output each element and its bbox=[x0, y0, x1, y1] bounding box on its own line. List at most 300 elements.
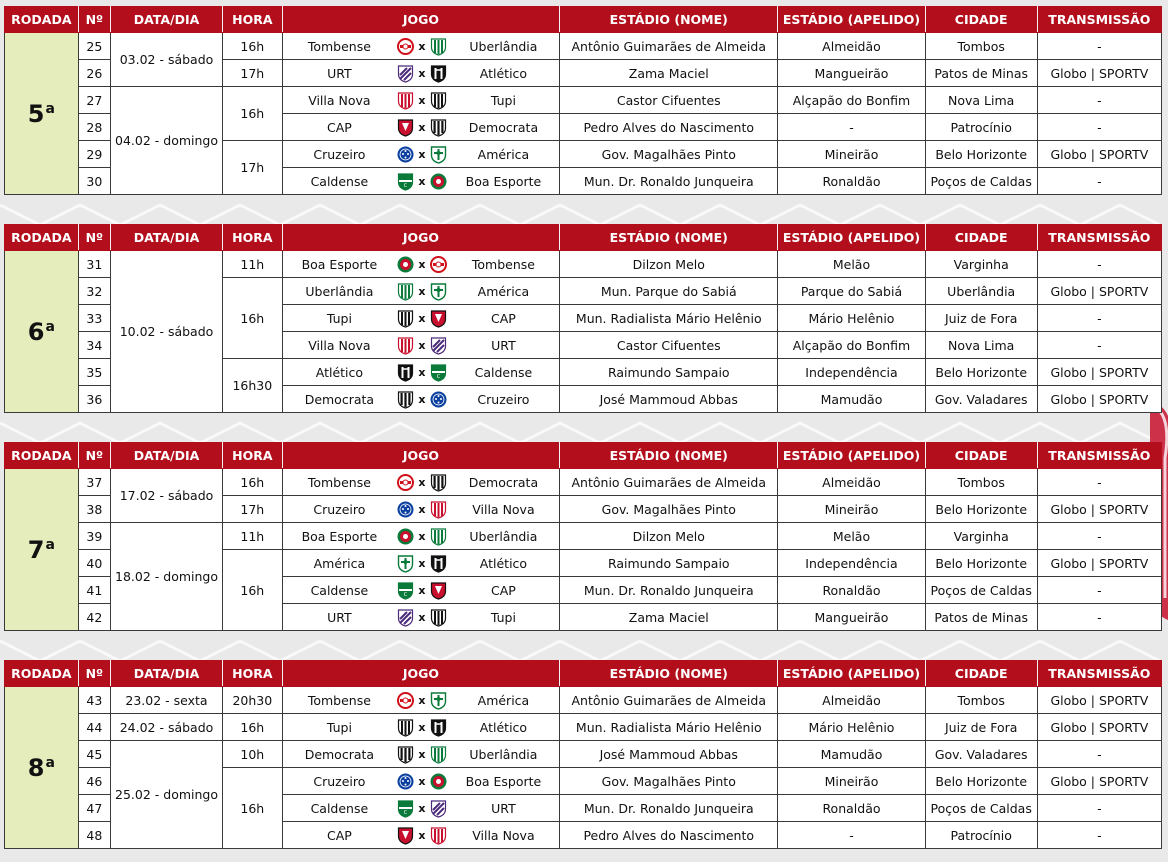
broadcast: Globo | SPORTV bbox=[1037, 278, 1161, 305]
header-estadio-apelido: ESTÁDIO (APELIDO) bbox=[778, 661, 925, 687]
match-number: 38 bbox=[78, 496, 110, 523]
city: Varginha bbox=[925, 523, 1037, 550]
atletico-crest-icon bbox=[430, 554, 447, 573]
stadium-nickname: Melão bbox=[778, 251, 925, 278]
city: Uberlândia bbox=[925, 278, 1037, 305]
match-number: 26 bbox=[78, 60, 110, 87]
stadium-nickname: Almeidão bbox=[778, 469, 925, 496]
match-number: 35 bbox=[78, 359, 110, 386]
broadcast: - bbox=[1037, 469, 1161, 496]
broadcast: - bbox=[1037, 523, 1161, 550]
uberlandia-crest-icon bbox=[397, 282, 414, 301]
match-date: 24.02 - sábado bbox=[110, 714, 222, 741]
home-team: Tombense bbox=[282, 687, 396, 714]
versus-separator: x bbox=[414, 305, 429, 332]
header-transmissao: TRANSMISSÃO bbox=[1037, 661, 1161, 687]
boa-esporte-crest-icon bbox=[430, 772, 447, 791]
match-number: 48 bbox=[78, 822, 110, 849]
tombense-crest-icon bbox=[397, 473, 414, 492]
broadcast: - bbox=[1037, 604, 1161, 631]
broadcast: Globo | SPORTV bbox=[1037, 714, 1161, 741]
democrata-crest-icon bbox=[397, 745, 414, 764]
broadcast: - bbox=[1037, 741, 1161, 768]
away-crest-cell bbox=[429, 687, 447, 714]
header-data-dia: DATA/DIA bbox=[110, 7, 222, 33]
home-crest-cell bbox=[396, 60, 414, 87]
versus-separator: x bbox=[414, 741, 429, 768]
round-ordinal: a bbox=[45, 536, 55, 553]
stadium-name: José Mammoud Abbas bbox=[560, 741, 778, 768]
stadium-nickname: Ronaldão bbox=[778, 795, 925, 822]
match-number: 37 bbox=[78, 469, 110, 496]
round-block bbox=[4, 6, 1162, 195]
away-team: Boa Esporte bbox=[448, 768, 560, 795]
home-crest-cell bbox=[396, 795, 414, 822]
home-team: CAP bbox=[282, 822, 396, 849]
table-header-row bbox=[5, 443, 1162, 469]
header-jogo: JOGO bbox=[282, 225, 560, 251]
urt-crest-icon bbox=[430, 336, 447, 355]
home-team: Caldense bbox=[282, 795, 396, 822]
america-crest-icon bbox=[430, 691, 447, 710]
democrata-crest-icon bbox=[397, 390, 414, 409]
match-number: 28 bbox=[78, 114, 110, 141]
broadcast: - bbox=[1037, 114, 1161, 141]
match-number: 25 bbox=[78, 33, 110, 60]
uberlandia-crest-icon bbox=[430, 527, 447, 546]
table-header-row bbox=[5, 225, 1162, 251]
round-label bbox=[5, 687, 79, 849]
home-team: Democrata bbox=[282, 741, 396, 768]
cap-crest-icon bbox=[397, 826, 414, 845]
match-number: 44 bbox=[78, 714, 110, 741]
city: Patos de Minas bbox=[925, 60, 1037, 87]
round-label bbox=[5, 251, 79, 413]
header-rodada: RODADA bbox=[5, 443, 79, 469]
city: Juiz de Fora bbox=[925, 714, 1037, 741]
city: Gov. Valadares bbox=[925, 741, 1037, 768]
stadium-nickname: Mineirão bbox=[778, 496, 925, 523]
away-team: Atlético bbox=[448, 550, 560, 577]
broadcast: Globo | SPORTV bbox=[1037, 60, 1161, 87]
round-table bbox=[4, 442, 1162, 631]
match-number: 45 bbox=[78, 741, 110, 768]
home-crest-cell bbox=[396, 33, 414, 60]
away-crest-cell bbox=[429, 577, 447, 604]
home-crest-cell bbox=[396, 168, 414, 195]
caldense-crest-icon bbox=[397, 172, 414, 191]
stadium-nickname: Almeidão bbox=[778, 687, 925, 714]
match-number: 42 bbox=[78, 604, 110, 631]
home-team: Tombense bbox=[282, 469, 396, 496]
round-label bbox=[5, 33, 79, 195]
home-crest-cell bbox=[396, 604, 414, 631]
match-time: 16h bbox=[223, 469, 283, 496]
city: Poços de Caldas bbox=[925, 577, 1037, 604]
header-hora: HORA bbox=[223, 661, 283, 687]
away-team: Democrata bbox=[448, 114, 560, 141]
away-team: Tupi bbox=[448, 604, 560, 631]
stadium-name: Zama Maciel bbox=[560, 604, 778, 631]
versus-separator: x bbox=[414, 251, 429, 278]
round-number: 7 bbox=[27, 535, 45, 564]
versus-separator: x bbox=[414, 687, 429, 714]
home-crest-cell bbox=[396, 251, 414, 278]
header-cidade: CIDADE bbox=[925, 443, 1037, 469]
cruzeiro-crest-icon bbox=[397, 145, 414, 164]
cruzeiro-crest-icon bbox=[397, 500, 414, 519]
stadium-nickname: Independência bbox=[778, 550, 925, 577]
versus-separator: x bbox=[414, 87, 429, 114]
away-team: América bbox=[448, 278, 560, 305]
atletico-crest-icon bbox=[397, 363, 414, 382]
header-transmissao: TRANSMISSÃO bbox=[1037, 443, 1161, 469]
home-team: Villa Nova bbox=[282, 87, 396, 114]
header-transmissao: TRANSMISSÃO bbox=[1037, 7, 1161, 33]
match-number: 30 bbox=[78, 168, 110, 195]
away-team: Democrata bbox=[448, 469, 560, 496]
away-crest-cell bbox=[429, 60, 447, 87]
city: Belo Horizonte bbox=[925, 359, 1037, 386]
broadcast: Globo | SPORTV bbox=[1037, 386, 1161, 413]
home-team: Caldense bbox=[282, 168, 396, 195]
stadium-nickname: Ronaldão bbox=[778, 577, 925, 604]
stadium-nickname: Alçapão do Bonfim bbox=[778, 332, 925, 359]
away-crest-cell bbox=[429, 251, 447, 278]
match-number: 39 bbox=[78, 523, 110, 550]
stadium-nickname: Mário Helênio bbox=[778, 714, 925, 741]
america-crest-icon bbox=[430, 282, 447, 301]
header-numero: Nº bbox=[78, 443, 110, 469]
home-team: CAP bbox=[282, 114, 396, 141]
match-time: 11h bbox=[223, 523, 283, 550]
round-label bbox=[5, 469, 79, 631]
round-number: 5 bbox=[27, 99, 45, 128]
match-time: 16h30 bbox=[223, 359, 283, 413]
stadium-name: José Mammoud Abbas bbox=[560, 386, 778, 413]
home-team: Tupi bbox=[282, 714, 396, 741]
svg-text:C: C bbox=[436, 373, 441, 380]
header-data-dia: DATA/DIA bbox=[110, 661, 222, 687]
broadcast: - bbox=[1037, 305, 1161, 332]
stadium-nickname: Mangueirão bbox=[778, 604, 925, 631]
match-date: 10.02 - sábado bbox=[110, 251, 222, 413]
header-hora: HORA bbox=[223, 225, 283, 251]
versus-separator: x bbox=[414, 278, 429, 305]
tombense-crest-icon bbox=[397, 37, 414, 56]
city: Belo Horizonte bbox=[925, 768, 1037, 795]
away-crest-cell bbox=[429, 332, 447, 359]
round-block bbox=[4, 442, 1162, 631]
versus-separator: x bbox=[414, 550, 429, 577]
stadium-name: Mun. Radialista Mário Helênio bbox=[560, 305, 778, 332]
stadium-name: Antônio Guimarães de Almeida bbox=[560, 33, 778, 60]
cruzeiro-crest-icon bbox=[397, 772, 414, 791]
header-jogo: JOGO bbox=[282, 661, 560, 687]
versus-separator: x bbox=[414, 496, 429, 523]
stadium-nickname: Mineirão bbox=[778, 768, 925, 795]
caldense-crest-icon bbox=[430, 363, 447, 382]
table-header-row bbox=[5, 661, 1162, 687]
urt-crest-icon bbox=[430, 799, 447, 818]
match-time: 17h bbox=[223, 60, 283, 87]
home-team: Boa Esporte bbox=[282, 523, 396, 550]
broadcast: - bbox=[1037, 33, 1161, 60]
atletico-crest-icon bbox=[430, 64, 447, 83]
away-team: Boa Esporte bbox=[448, 168, 560, 195]
match-time: 16h bbox=[223, 33, 283, 60]
header-estadio-nome: ESTÁDIO (NOME) bbox=[560, 661, 778, 687]
home-team: URT bbox=[282, 604, 396, 631]
boa-esporte-crest-icon bbox=[430, 172, 447, 191]
versus-separator: x bbox=[414, 795, 429, 822]
home-crest-cell bbox=[396, 359, 414, 386]
america-crest-icon bbox=[430, 145, 447, 164]
stadium-nickname: - bbox=[778, 114, 925, 141]
away-team: Uberlândia bbox=[448, 741, 560, 768]
home-team: Tupi bbox=[282, 305, 396, 332]
tupi-crest-icon bbox=[430, 608, 447, 627]
match-row bbox=[5, 251, 1162, 278]
match-time: 16h bbox=[223, 714, 283, 741]
away-team: Tupi bbox=[448, 87, 560, 114]
table-header-row bbox=[5, 7, 1162, 33]
match-number: 36 bbox=[78, 386, 110, 413]
stadium-name: Raimundo Sampaio bbox=[560, 359, 778, 386]
tupi-crest-icon bbox=[430, 91, 447, 110]
match-number: 46 bbox=[78, 768, 110, 795]
away-team: CAP bbox=[448, 577, 560, 604]
header-jogo: JOGO bbox=[282, 7, 560, 33]
match-time: 17h bbox=[223, 496, 283, 523]
cap-crest-icon bbox=[430, 309, 447, 328]
away-team: URT bbox=[448, 795, 560, 822]
home-crest-cell bbox=[396, 114, 414, 141]
cruzeiro-crest-icon bbox=[430, 390, 447, 409]
header-data-dia: DATA/DIA bbox=[110, 443, 222, 469]
stadium-nickname: Mário Helênio bbox=[778, 305, 925, 332]
away-team: América bbox=[448, 141, 560, 168]
city: Poços de Caldas bbox=[925, 795, 1037, 822]
header-rodada: RODADA bbox=[5, 7, 79, 33]
svg-text:C: C bbox=[403, 809, 407, 816]
round-ordinal: a bbox=[45, 100, 55, 117]
stadium-nickname: - bbox=[778, 822, 925, 849]
match-number: 27 bbox=[78, 87, 110, 114]
home-crest-cell bbox=[396, 714, 414, 741]
villa-nova-crest-icon bbox=[430, 500, 447, 519]
broadcast: - bbox=[1037, 87, 1161, 114]
tombense-crest-icon bbox=[397, 691, 414, 710]
home-crest-cell bbox=[396, 577, 414, 604]
stadium-nickname: Ronaldão bbox=[778, 168, 925, 195]
match-row bbox=[5, 87, 1162, 114]
villa-nova-crest-icon bbox=[397, 91, 414, 110]
stadium-name: Mun. Radialista Mário Helênio bbox=[560, 714, 778, 741]
home-team: Boa Esporte bbox=[282, 251, 396, 278]
home-team: América bbox=[282, 550, 396, 577]
city: Nova Lima bbox=[925, 87, 1037, 114]
away-crest-cell bbox=[429, 469, 447, 496]
match-time: 16h bbox=[223, 87, 283, 141]
match-number: 43 bbox=[78, 687, 110, 714]
round-block bbox=[4, 660, 1162, 849]
home-crest-cell bbox=[396, 687, 414, 714]
stadium-name: Dilzon Melo bbox=[560, 251, 778, 278]
stadium-name: Mun. Dr. Ronaldo Junqueira bbox=[560, 168, 778, 195]
away-team: Tombense bbox=[448, 251, 560, 278]
match-number: 31 bbox=[78, 251, 110, 278]
versus-separator: x bbox=[414, 60, 429, 87]
broadcast: Globo | SPORTV bbox=[1037, 141, 1161, 168]
boa-esporte-crest-icon bbox=[397, 255, 414, 274]
away-crest-cell bbox=[429, 278, 447, 305]
home-crest-cell bbox=[396, 87, 414, 114]
away-crest-cell bbox=[429, 604, 447, 631]
away-crest-cell bbox=[429, 795, 447, 822]
away-crest-cell bbox=[429, 33, 447, 60]
home-team: Democrata bbox=[282, 386, 396, 413]
home-crest-cell bbox=[396, 741, 414, 768]
round-number: 6 bbox=[27, 317, 45, 346]
svg-text:C: C bbox=[403, 591, 407, 598]
versus-separator: x bbox=[414, 114, 429, 141]
header-transmissao: TRANSMISSÃO bbox=[1037, 225, 1161, 251]
democrata-crest-icon bbox=[430, 118, 447, 137]
header-data-dia: DATA/DIA bbox=[110, 225, 222, 251]
home-team: Villa Nova bbox=[282, 332, 396, 359]
uberlandia-crest-icon bbox=[430, 37, 447, 56]
cap-crest-icon bbox=[430, 581, 447, 600]
city: Juiz de Fora bbox=[925, 305, 1037, 332]
header-estadio-apelido: ESTÁDIO (APELIDO) bbox=[778, 443, 925, 469]
stadium-name: Dilzon Melo bbox=[560, 523, 778, 550]
home-crest-cell bbox=[396, 469, 414, 496]
stadium-name: Pedro Alves do Nascimento bbox=[560, 114, 778, 141]
match-date: 17.02 - sábado bbox=[110, 469, 222, 523]
away-team: URT bbox=[448, 332, 560, 359]
stadium-nickname: Melão bbox=[778, 523, 925, 550]
away-crest-cell bbox=[429, 87, 447, 114]
city: Tombos bbox=[925, 687, 1037, 714]
match-row bbox=[5, 714, 1162, 741]
home-crest-cell bbox=[396, 141, 414, 168]
stadium-name: Gov. Magalhães Pinto bbox=[560, 496, 778, 523]
home-crest-cell bbox=[396, 768, 414, 795]
away-crest-cell bbox=[429, 359, 447, 386]
versus-separator: x bbox=[414, 332, 429, 359]
stadium-name: Antônio Guimarães de Almeida bbox=[560, 687, 778, 714]
away-team: América bbox=[448, 687, 560, 714]
stadium-name: Antônio Guimarães de Almeida bbox=[560, 469, 778, 496]
stadium-name: Mun. Dr. Ronaldo Junqueira bbox=[560, 795, 778, 822]
versus-separator: x bbox=[414, 523, 429, 550]
round-table bbox=[4, 660, 1162, 849]
header-numero: Nº bbox=[78, 225, 110, 251]
stadium-nickname: Mineirão bbox=[778, 141, 925, 168]
home-team: Atlético bbox=[282, 359, 396, 386]
away-crest-cell bbox=[429, 141, 447, 168]
header-estadio-apelido: ESTÁDIO (APELIDO) bbox=[778, 225, 925, 251]
city: Nova Lima bbox=[925, 332, 1037, 359]
versus-separator: x bbox=[414, 577, 429, 604]
city: Patos de Minas bbox=[925, 604, 1037, 631]
away-crest-cell bbox=[429, 305, 447, 332]
stadium-name: Gov. Magalhães Pinto bbox=[560, 141, 778, 168]
cap-crest-icon bbox=[397, 118, 414, 137]
away-team: Atlético bbox=[448, 60, 560, 87]
home-team: Cruzeiro bbox=[282, 768, 396, 795]
home-crest-cell bbox=[396, 496, 414, 523]
broadcast: - bbox=[1037, 577, 1161, 604]
stadium-name: Castor Cifuentes bbox=[560, 87, 778, 114]
city: Tombos bbox=[925, 33, 1037, 60]
match-time: 17h bbox=[223, 141, 283, 195]
home-crest-cell bbox=[396, 278, 414, 305]
away-crest-cell bbox=[429, 822, 447, 849]
home-crest-cell bbox=[396, 523, 414, 550]
round-table bbox=[4, 6, 1162, 195]
home-crest-cell bbox=[396, 822, 414, 849]
away-crest-cell bbox=[429, 550, 447, 577]
caldense-crest-icon bbox=[397, 581, 414, 600]
match-number: 41 bbox=[78, 577, 110, 604]
stadium-name: Mun. Dr. Ronaldo Junqueira bbox=[560, 577, 778, 604]
broadcast: - bbox=[1037, 795, 1161, 822]
svg-text:C: C bbox=[403, 182, 407, 189]
versus-separator: x bbox=[414, 359, 429, 386]
header-cidade: CIDADE bbox=[925, 225, 1037, 251]
header-rodada: RODADA bbox=[5, 225, 79, 251]
uberlandia-crest-icon bbox=[430, 745, 447, 764]
versus-separator: x bbox=[414, 714, 429, 741]
stadium-nickname: Independência bbox=[778, 359, 925, 386]
header-numero: Nº bbox=[78, 661, 110, 687]
versus-separator: x bbox=[414, 168, 429, 195]
round-ordinal: a bbox=[45, 318, 55, 335]
versus-separator: x bbox=[414, 33, 429, 60]
away-team: Uberlândia bbox=[448, 523, 560, 550]
stadium-name: Zama Maciel bbox=[560, 60, 778, 87]
away-crest-cell bbox=[429, 114, 447, 141]
match-time: 16h bbox=[223, 550, 283, 631]
home-team: Cruzeiro bbox=[282, 496, 396, 523]
democrata-crest-icon bbox=[430, 473, 447, 492]
away-team: Villa Nova bbox=[448, 496, 560, 523]
match-row bbox=[5, 523, 1162, 550]
away-crest-cell bbox=[429, 168, 447, 195]
match-number: 33 bbox=[78, 305, 110, 332]
match-row bbox=[5, 741, 1162, 768]
match-date: 25.02 - domingo bbox=[110, 741, 222, 849]
round-block bbox=[4, 224, 1162, 413]
header-estadio-apelido: ESTÁDIO (APELIDO) bbox=[778, 7, 925, 33]
home-crest-cell bbox=[396, 332, 414, 359]
city: Poços de Caldas bbox=[925, 168, 1037, 195]
america-crest-icon bbox=[397, 554, 414, 573]
away-team: Uberlândia bbox=[448, 33, 560, 60]
versus-separator: x bbox=[414, 768, 429, 795]
versus-separator: x bbox=[414, 604, 429, 631]
versus-separator: x bbox=[414, 386, 429, 413]
match-time: 20h30 bbox=[223, 687, 283, 714]
home-crest-cell bbox=[396, 550, 414, 577]
round-ordinal: a bbox=[45, 754, 55, 771]
match-number: 34 bbox=[78, 332, 110, 359]
stadium-name: Raimundo Sampaio bbox=[560, 550, 778, 577]
city: Patrocínio bbox=[925, 822, 1037, 849]
away-crest-cell bbox=[429, 386, 447, 413]
